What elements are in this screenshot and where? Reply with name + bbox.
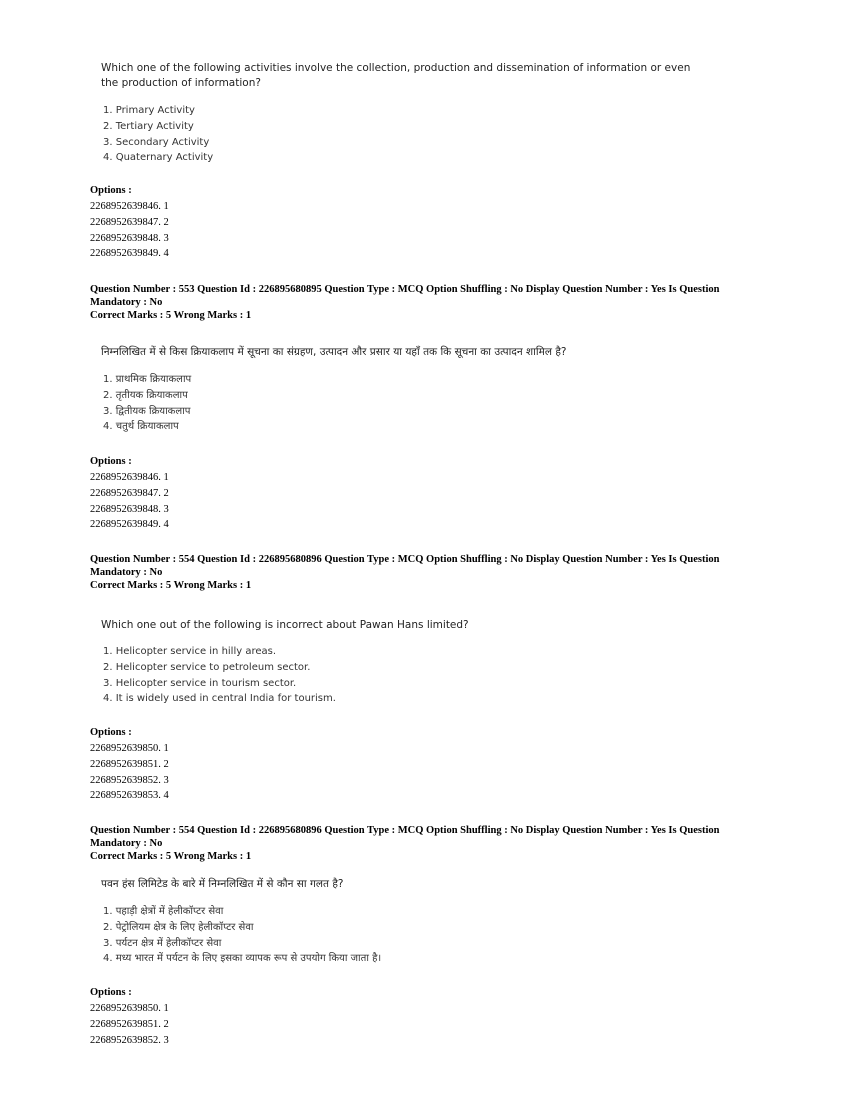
choice-item: 4. It is widely used in central India for tourism. xyxy=(103,693,336,705)
options-list-3 xyxy=(90,725,169,804)
marks-line: Correct Marks : 5 Wrong Marks : 1 xyxy=(90,580,252,591)
choice-item: 1. पहाड़ी क्षेत्रों में हेलीकॉप्टर सेवा xyxy=(103,906,224,917)
option-id: 2268952639851. 2 xyxy=(90,1018,169,1030)
choice-list-1 xyxy=(103,103,213,166)
meta-line: Question Number : 553 Question Id : 226895680895 Question Type : MCQ Option Shuffling : No Display Question Number : Yes Is Question xyxy=(90,284,720,295)
choice-item: 3. Helicopter service in tourism sector. xyxy=(103,677,297,689)
option-id: 2268952639846. 1 xyxy=(90,472,169,483)
choice-item: 3. Secondary Activity xyxy=(103,136,210,148)
question-meta-553 xyxy=(90,284,770,323)
option-id: 2268952639850. 1 xyxy=(90,743,169,754)
options-list-2 xyxy=(90,454,169,533)
choice-list-4 xyxy=(103,904,381,967)
choice-item: 1. प्राथमिक क्रियाकलाप xyxy=(103,374,192,385)
meta-line: Mandatory : No xyxy=(90,296,163,308)
option-id: 2268952639848. 3 xyxy=(90,503,169,515)
choice-list-2 xyxy=(103,372,191,435)
options-label: Options : xyxy=(90,987,132,998)
choice-item: 2. तृतीयक क्रियाकलाप xyxy=(103,389,188,401)
choice-item: 2. Helicopter service to petroleum sector. xyxy=(103,661,311,673)
question-meta-554 xyxy=(90,554,770,593)
option-id: 2268952639850. 1 xyxy=(90,1003,169,1014)
option-id: 2268952639846. 1 xyxy=(90,201,169,212)
options-label: Options : xyxy=(90,185,132,196)
question-text-3: Which one out of the following is incorrect about Pawan Hans limited? xyxy=(101,619,469,631)
choice-item: 4. Quaternary Activity xyxy=(103,152,214,164)
choice-item: 1. Primary Activity xyxy=(103,105,195,116)
option-id: 2268952639849. 4 xyxy=(90,519,169,531)
question-text-2: निम्नलिखित में से किस क्रियाकलाप में सूचना का संग्रहण, उत्पादन और प्रसार या यहाँ तक कि सूचना का उत्पादन शामिल है? xyxy=(101,346,567,358)
options-label: Options : xyxy=(90,456,132,467)
option-id: 2268952639848. 3 xyxy=(90,232,169,244)
option-id: 2268952639852. 3 xyxy=(90,1034,169,1046)
meta-line: Question Number : 554 Question Id : 226895680896 Question Type : MCQ Option Shuffling : No Display Question Number : Yes Is Question xyxy=(90,825,720,836)
choice-item: 4. चतुर्थ क्रियाकलाप xyxy=(103,421,179,433)
options-list-1 xyxy=(90,183,169,262)
marks-line: Correct Marks : 5 Wrong Marks : 1 xyxy=(90,851,252,862)
meta-line: Mandatory : No xyxy=(90,566,163,578)
question-text-1: Which one of the following activities involve the collection, production and dissemination of information or even the production of information? xyxy=(101,62,691,89)
choice-item: 4. मध्य भारत में पर्यटन के लिए इसका व्यापक रूप से उपयोग किया जाता है। xyxy=(103,953,382,965)
question-text-4: पवन हंस लिमिटेड के बारे में निम्नलिखित में से कौन सा गलत है? xyxy=(101,878,344,890)
option-id: 2268952639847. 2 xyxy=(90,487,169,499)
choice-list-3 xyxy=(103,644,336,707)
option-id: 2268952639849. 4 xyxy=(90,248,169,260)
choice-item: 3. द्वितीयक क्रियाकलाप xyxy=(103,405,191,417)
choice-item: 1. Helicopter service in hilly areas. xyxy=(103,646,277,657)
choice-item: 2. Tertiary Activity xyxy=(103,120,194,132)
meta-line: Question Number : 554 Question Id : 226895680896 Question Type : MCQ Option Shuffling : No Display Question Number : Yes Is Question xyxy=(90,554,720,565)
option-id: 2268952639853. 4 xyxy=(90,790,169,802)
choice-item: 2. पेट्रोलियम क्षेत्र के लिए हेलीकॉप्टर सेवा xyxy=(103,921,254,933)
question-meta-554-hindi xyxy=(90,825,770,864)
marks-line: Correct Marks : 5 Wrong Marks : 1 xyxy=(90,310,252,321)
choice-item: 3. पर्यटन क्षेत्र में हेलीकॉप्टर सेवा xyxy=(103,937,222,949)
option-id: 2268952639847. 2 xyxy=(90,216,169,228)
meta-line: Mandatory : No xyxy=(90,837,163,849)
options-label: Options : xyxy=(90,727,132,738)
option-id: 2268952639851. 2 xyxy=(90,758,169,770)
options-list-4 xyxy=(90,985,169,1048)
option-id: 2268952639852. 3 xyxy=(90,774,169,786)
